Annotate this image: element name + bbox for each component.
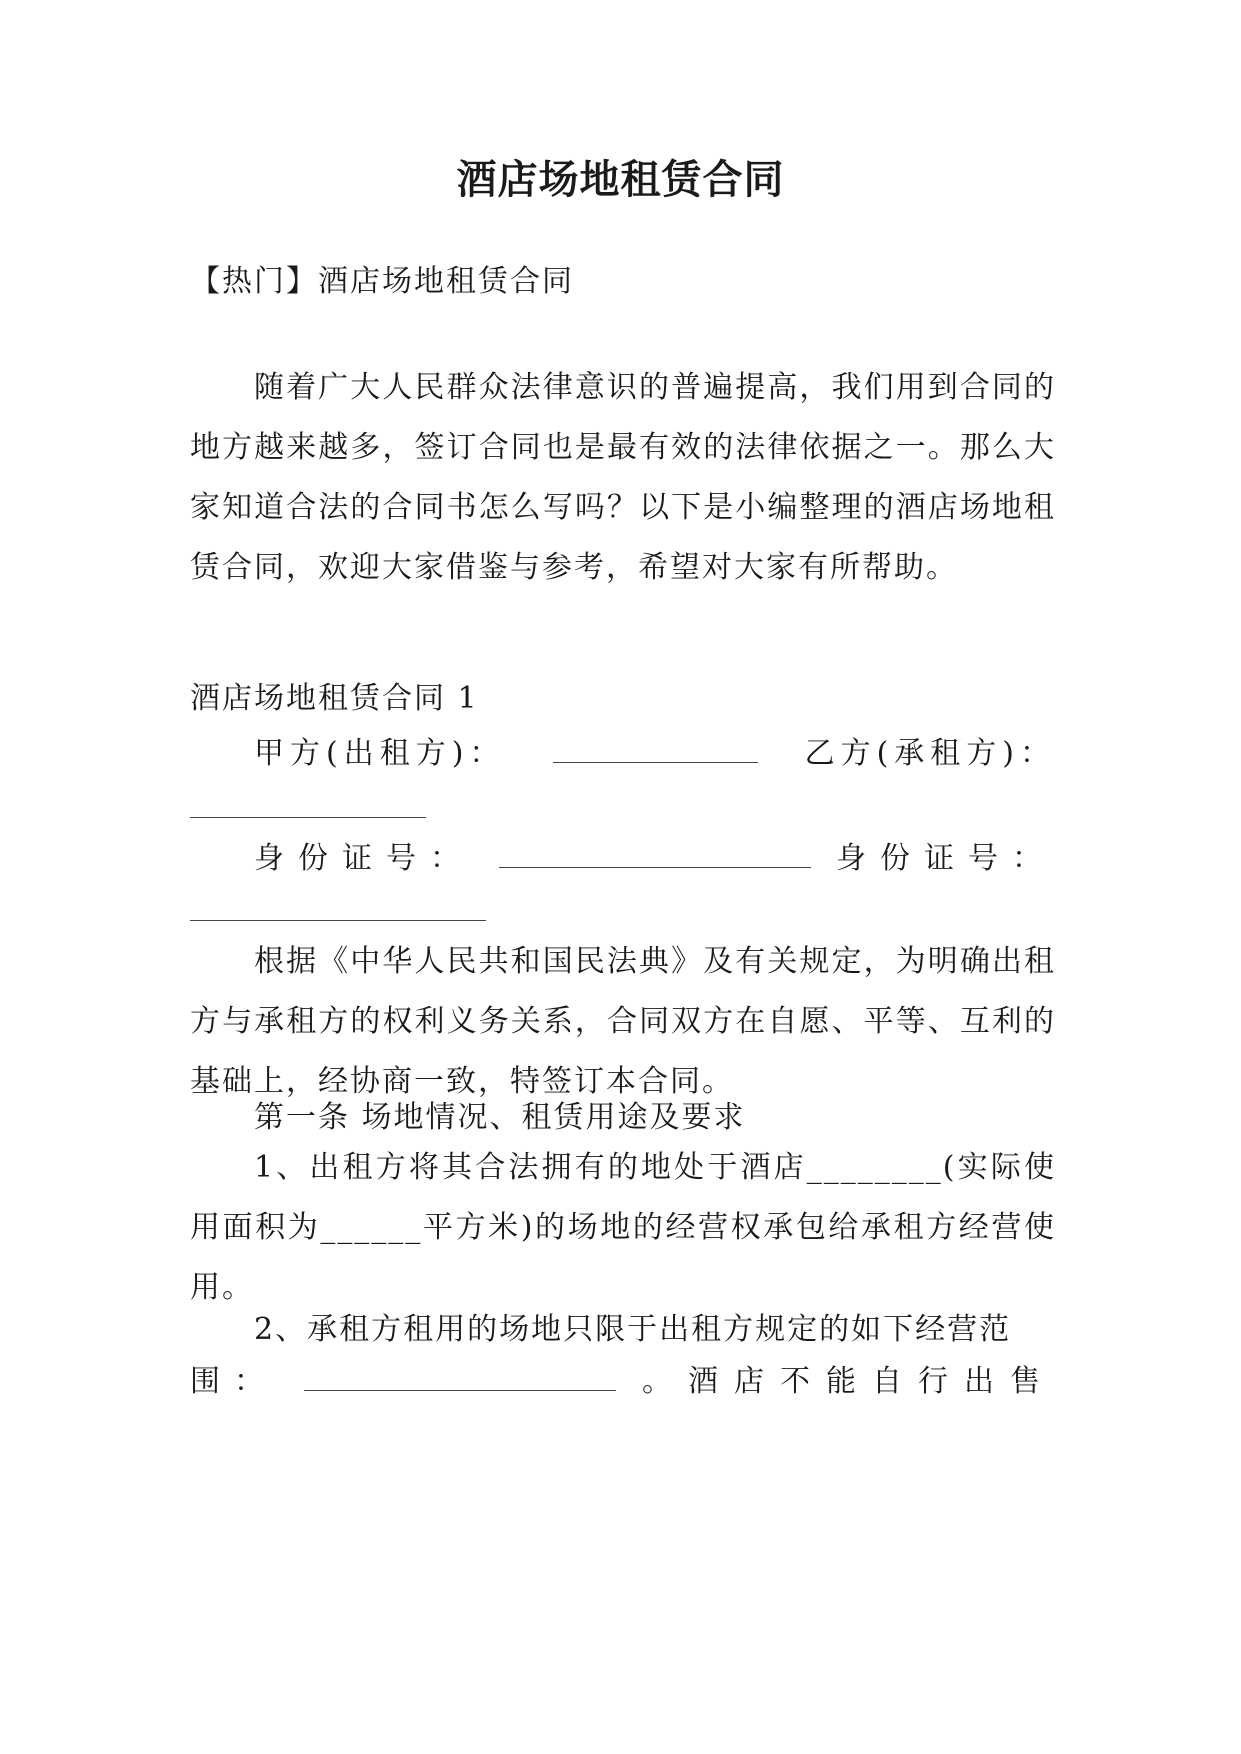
clause-1: 1、出租方将其合法拥有的地处于酒店________(实际使用面积为______平方米)的场地的经营权承包给承租方经营使用。: [190, 1150, 1056, 1305]
tag-line: 【热门】酒店场地租赁合同: [190, 264, 574, 299]
id-a-label: 身份证号：: [254, 841, 474, 876]
party-a-label: 甲方(出租方)：: [254, 736, 506, 771]
id-b-label: 身份证号：: [836, 841, 1056, 876]
party-b-label: 乙方(承租方)：: [804, 736, 1056, 771]
id-line: [190, 829, 1056, 889]
clause-2-blank[interactable]: [304, 1352, 616, 1391]
article1-heading: 第一条 场地情况、租赁用途及要求: [254, 1100, 746, 1135]
contract-heading: 酒店场地租赁合同 1: [190, 681, 479, 716]
id-a-blank[interactable]: [499, 829, 811, 868]
party-line: [190, 724, 1056, 784]
clause-2-label: 围：: [190, 1364, 278, 1399]
basis-paragraph: 根据《中华人民共和国民法典》及有关规定，为明确出租方与承租方的权利义务关系，合同双方在自愿、平等、互利的基础上，经协商一致，特签订本合同。: [190, 944, 1056, 1099]
document-title: 酒店场地租赁合同: [456, 156, 785, 203]
clause-2-start: 2、承租方租用的场地只限于出租方规定的如下经营范: [254, 1312, 1012, 1347]
id-b-blank[interactable]: [190, 919, 486, 921]
party-a-blank[interactable]: [553, 724, 758, 763]
clause-2-tail: 。酒店不能自行出售: [642, 1364, 1056, 1399]
clause-2-line: [190, 1352, 1056, 1412]
intro-paragraph: 随着广大人民群众法律意识的普遍提高，我们用到合同的地方越来越多，签订合同也是最有效的法律依据之一。那么大家知道合法的合同书怎么写吗？以下是小编整理的酒店场地租赁合同，欢迎大家借鉴与参考，希望对大家有所帮助。: [190, 370, 1056, 585]
party-b-blank[interactable]: [190, 816, 426, 818]
